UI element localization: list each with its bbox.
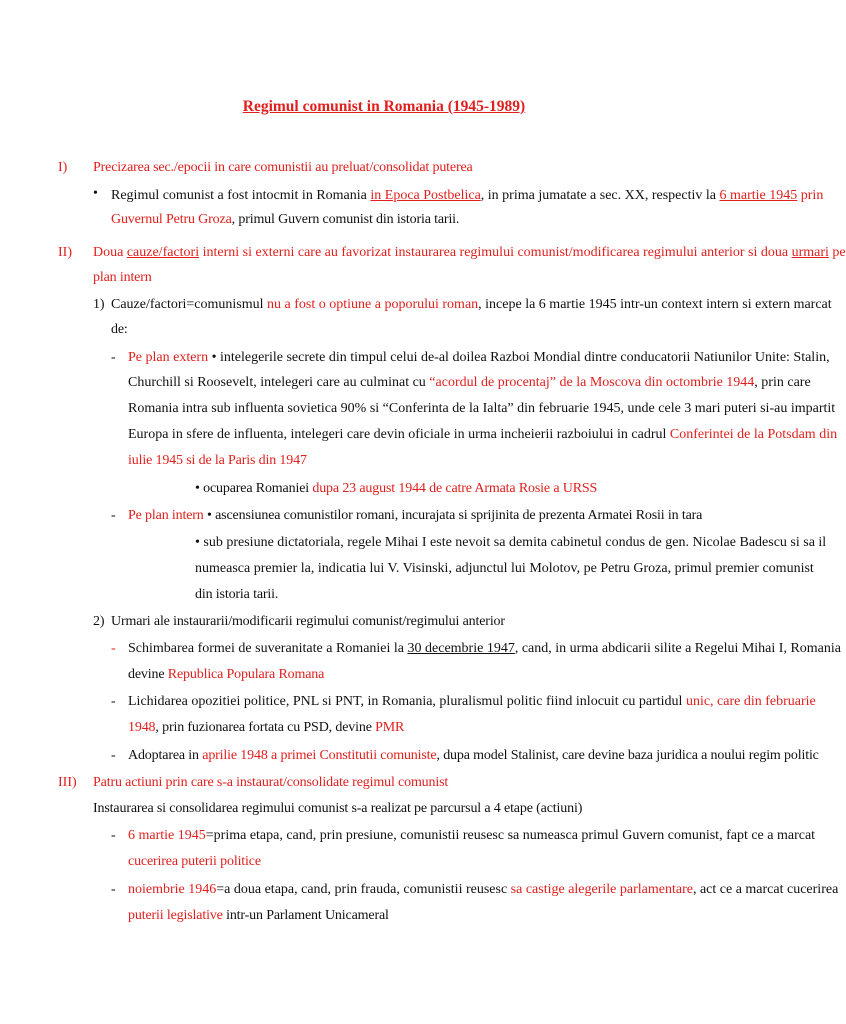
point-1-number: 1)	[93, 297, 105, 312]
stage-1-line-1: 6 martie 1945=prima etapa, cand, prin presiune, comunistii reusesc sa numeasca primul Guvern comunist, fapt ce a marcat	[128, 828, 816, 843]
extern-line-5: iulie 1945 si de la Paris din 1947	[128, 453, 307, 468]
section-1-bullet-line-2: Guvernul Petru Groza, primul Guvern comunist din istoria tarii.	[111, 212, 460, 227]
consequence-c: Adoptarea in aprilie 1948 a primei Constitutii comuniste, dupa model Stalinist, care devine baza juridica a noului regim politic	[128, 748, 819, 763]
dash-marker: -	[111, 508, 116, 523]
section-1-numeral: I)	[58, 160, 68, 175]
extern-line-4: Europa in sfere de influenta, intelegeri care devin oficiale in urma incheierii razboiului in cadrul Conferintei de la Potsdam din	[128, 427, 838, 442]
point-2-number: 2)	[93, 614, 105, 629]
stage-2-line-2: puterii legislative intr-un Parlament Unicameral	[128, 908, 389, 923]
section-3-intro: Instaurarea si consolidarea regimului comunist s-a realizat pe parcursul a 4 etape (actiuni)	[93, 801, 583, 816]
consequence-a-line-1: Schimbarea formei de suveranitate a Romaniei la 30 decembrie 1947, cand, in urma abdicarii silite a Regelui Mihai I, Romania	[128, 641, 841, 656]
stage-2-line-1: noiembrie 1946=a doua etapa, cand, prin frauda, comunistii reusesc sa castige alegerile parlamentare, act ce a marcat cucerirea	[128, 882, 839, 897]
section-3-heading: Patru actiuni prin care s-a instaurat/consolidate regimul comunist	[93, 775, 449, 790]
section-2-numeral: II)	[58, 245, 72, 260]
page-title: Regimul comunist in Romania (1945-1989)	[242, 98, 526, 115]
dash-marker: -	[111, 694, 116, 709]
consequence-a-line-2: devine Republica Populara Romana	[128, 667, 325, 682]
section-1-bullet-line-1: Regimul comunist a fost intocmit in Romania in Epoca Postbelica, in prima jumatate a sec. XX, respectiv la 6 martie 1945 prin	[111, 188, 824, 203]
dash-marker: -	[111, 350, 116, 365]
extern-line-1: Pe plan extern • intelegerile secrete din timpul celui de-al doilea Razboi Mondial dintre conducatorii Natiunilor Unite: Stalin,	[128, 350, 830, 365]
dash-marker: -	[111, 828, 116, 843]
intern-line-3: numeasca premier la, indicatia lui V. Visinski, adjunctul lui Molotov, pe Petru Groza, primul premier comunist	[195, 561, 814, 576]
stage-1-line-2: cucerirea puterii politice	[128, 854, 261, 869]
consequence-b-line-1: Lichidarea opozitiei politice, PNL si PNT, in Romania, pluralismul politic fiind inlocuit cu partidul unic, care din februarie	[128, 694, 816, 709]
section-2-heading-line-2: plan intern	[93, 270, 152, 285]
section-3-numeral: III)	[58, 775, 77, 790]
extern-line-2: Churchill si Roosevelt, intelegeri care au culminat cu “acordul de procentaj” de la Moscova din octombrie 1944, prin care	[128, 375, 811, 390]
dash-marker: -	[111, 882, 116, 897]
section-2-heading-line-1: Doua cauze/factori interni si externi care au favorizat instaurarea regimului comunist/modificarea regimului anterior si doua urmari pe	[93, 245, 846, 260]
bullet-dot: •	[93, 186, 98, 201]
intern-line-1: Pe plan intern • ascensiunea comunistilor romani, incurajata si sprijinita de prezenta Armatei Rosii in tara	[128, 508, 703, 523]
extern-line-3: Romania intra sub influenta sovietica 90% si “Conferinta de la Ialta” din februarie 1945, unde cele 3 mari puteri si-au impartit	[128, 401, 836, 416]
dash-marker: -	[111, 748, 116, 763]
extern-occupation: • ocuparea Romaniei dupa 23 august 1944 de catre Armata Rosie a URSS	[195, 481, 598, 496]
point-1-line-2: de:	[111, 322, 128, 337]
section-1-heading: Precizarea sec./epocii in care comunistii au preluat/consolidat puterea	[93, 160, 473, 175]
intern-line-2: • sub presiune dictatoriala, regele Mihai I este nevoit sa demita cabinetul condus de gen. Nicolae Badescu si sa il	[195, 535, 827, 550]
intern-line-4: din istoria tarii.	[195, 587, 279, 602]
consequence-b-line-2: 1948, prin fuzionarea fortata cu PSD, devine PMR	[128, 720, 405, 735]
point-2-heading: Urmari ale instaurarii/modificarii regimului comunist/regimului anterior	[111, 614, 505, 629]
point-1-line-1: Cauze/factori=comunismul nu a fost o optiune a poporului roman, incepe la 6 martie 1945 intr-un context intern si extern marcat	[111, 297, 832, 312]
dash-marker: -	[111, 641, 116, 656]
